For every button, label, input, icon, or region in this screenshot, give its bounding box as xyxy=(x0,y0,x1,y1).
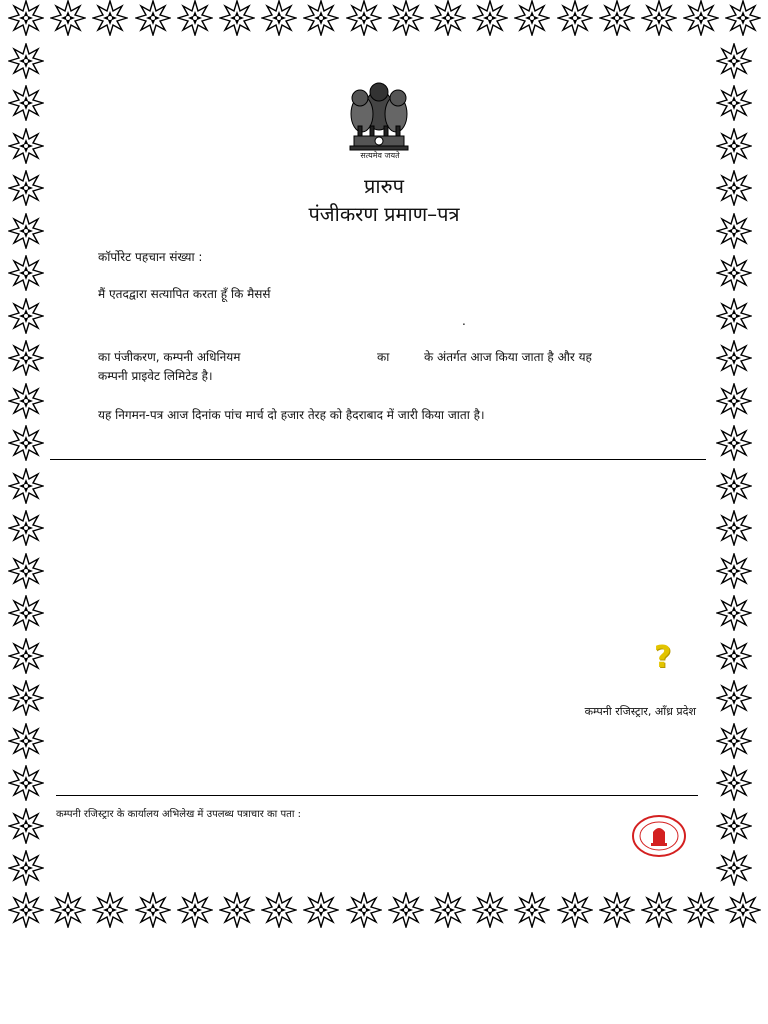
border-star-icon xyxy=(219,0,255,36)
registration-text-3: के अंतर्गत आज किया जाता है और यह xyxy=(424,350,592,364)
border-star-icon xyxy=(716,468,752,504)
border-star-icon xyxy=(135,892,171,928)
border-star-icon xyxy=(261,892,297,928)
border-star-icon xyxy=(716,425,752,461)
ministry-seal-icon xyxy=(631,814,687,858)
border-star-icon xyxy=(8,85,44,121)
border-star-icon xyxy=(135,0,171,36)
border-star-icon xyxy=(716,85,752,121)
border-star-icon xyxy=(346,892,382,928)
border-star-icon xyxy=(8,128,44,164)
registration-text-2: का xyxy=(377,350,390,364)
border-star-icon xyxy=(8,595,44,631)
border-star-icon xyxy=(716,255,752,291)
border-star-icon xyxy=(716,765,752,801)
registration-text-1: का पंजीकरण, कम्पनी अधिनियम xyxy=(98,350,241,364)
border-star-icon xyxy=(50,0,86,36)
border-star-icon xyxy=(8,680,44,716)
border-star-icon xyxy=(8,255,44,291)
border-star-icon xyxy=(8,468,44,504)
border-star-icon xyxy=(8,425,44,461)
border-star-icon xyxy=(716,128,752,164)
border-star-icon xyxy=(177,892,213,928)
border-star-icon xyxy=(716,340,752,376)
border-star-icon xyxy=(8,850,44,886)
title-certificate: पंजीकरण प्रमाण–पत्र xyxy=(308,202,460,226)
cin-label: कॉर्पोरेट पहचान संख्या : xyxy=(98,250,203,264)
border-star-icon xyxy=(8,723,44,759)
border-star-icon xyxy=(725,0,761,36)
border-star-icon xyxy=(716,383,752,419)
border-star-icon xyxy=(8,43,44,79)
period-mark: . xyxy=(462,314,466,328)
border-star-icon xyxy=(388,0,424,36)
border-star-icon xyxy=(8,340,44,376)
border-star-icon xyxy=(177,0,213,36)
border-star-icon xyxy=(8,765,44,801)
title-format: प्रारुप xyxy=(364,174,404,198)
registrar-title: कम्पनी रजिस्ट्रार, आँध्र प्रदेश xyxy=(584,705,696,718)
border-star-icon xyxy=(8,638,44,674)
border-star-icon xyxy=(725,892,761,928)
border-star-icon xyxy=(472,0,508,36)
registration-line-2: कम्पनी प्राइवेट लिमिटेड है। xyxy=(98,369,213,383)
border-star-icon xyxy=(514,892,550,928)
border-star-icon xyxy=(8,0,44,36)
border-star-icon xyxy=(514,0,550,36)
border-star-icon xyxy=(716,298,752,334)
divider-upper xyxy=(50,459,706,460)
border-star-icon xyxy=(716,43,752,79)
border-star-icon xyxy=(92,0,128,36)
border-star-icon xyxy=(683,892,719,928)
emblem-motto: सत्यमेव जयते xyxy=(360,151,400,160)
border-star-icon xyxy=(716,595,752,631)
border-star-icon xyxy=(599,0,635,36)
border-star-icon xyxy=(92,892,128,928)
border-star-icon xyxy=(303,0,339,36)
border-star-icon xyxy=(430,892,466,928)
border-star-icon xyxy=(641,892,677,928)
border-star-icon xyxy=(641,0,677,36)
divider-lower xyxy=(56,795,698,796)
border-star-icon xyxy=(388,892,424,928)
border-star-icon xyxy=(303,892,339,928)
signature-placeholder-icon: ? xyxy=(654,640,672,675)
border-star-icon xyxy=(8,808,44,844)
border-star-icon xyxy=(716,510,752,546)
border-star-icon xyxy=(8,553,44,589)
address-label: कम्पनी रजिस्ट्रार के कार्यालय अभिलेख में उपलब्ध पत्राचार का पता : xyxy=(56,809,301,820)
border-star-icon xyxy=(8,383,44,419)
border-star-icon xyxy=(430,0,466,36)
border-star-icon xyxy=(683,0,719,36)
border-star-icon xyxy=(716,553,752,589)
border-star-icon xyxy=(716,723,752,759)
border-star-icon xyxy=(716,638,752,674)
certify-line: मैं एतदद्वारा सत्यापित करता हूँ कि मैसर्स xyxy=(98,287,271,301)
border-star-icon xyxy=(557,892,593,928)
border-star-icon xyxy=(261,0,297,36)
border-star-icon xyxy=(599,892,635,928)
border-star-icon xyxy=(8,892,44,928)
border-star-icon xyxy=(219,892,255,928)
border-star-icon xyxy=(8,298,44,334)
border-star-icon xyxy=(472,892,508,928)
border-star-icon xyxy=(716,808,752,844)
border-star-icon xyxy=(557,0,593,36)
border-star-icon xyxy=(716,680,752,716)
border-star-icon xyxy=(346,0,382,36)
issue-statement: यह निगमन-पत्र आज दिनांक पांच मार्च दो हजार तेरह को हैदराबाद में जारी किया जाता है। xyxy=(98,408,485,422)
border-star-icon xyxy=(50,892,86,928)
border-star-icon xyxy=(716,850,752,886)
border-star-icon xyxy=(8,510,44,546)
